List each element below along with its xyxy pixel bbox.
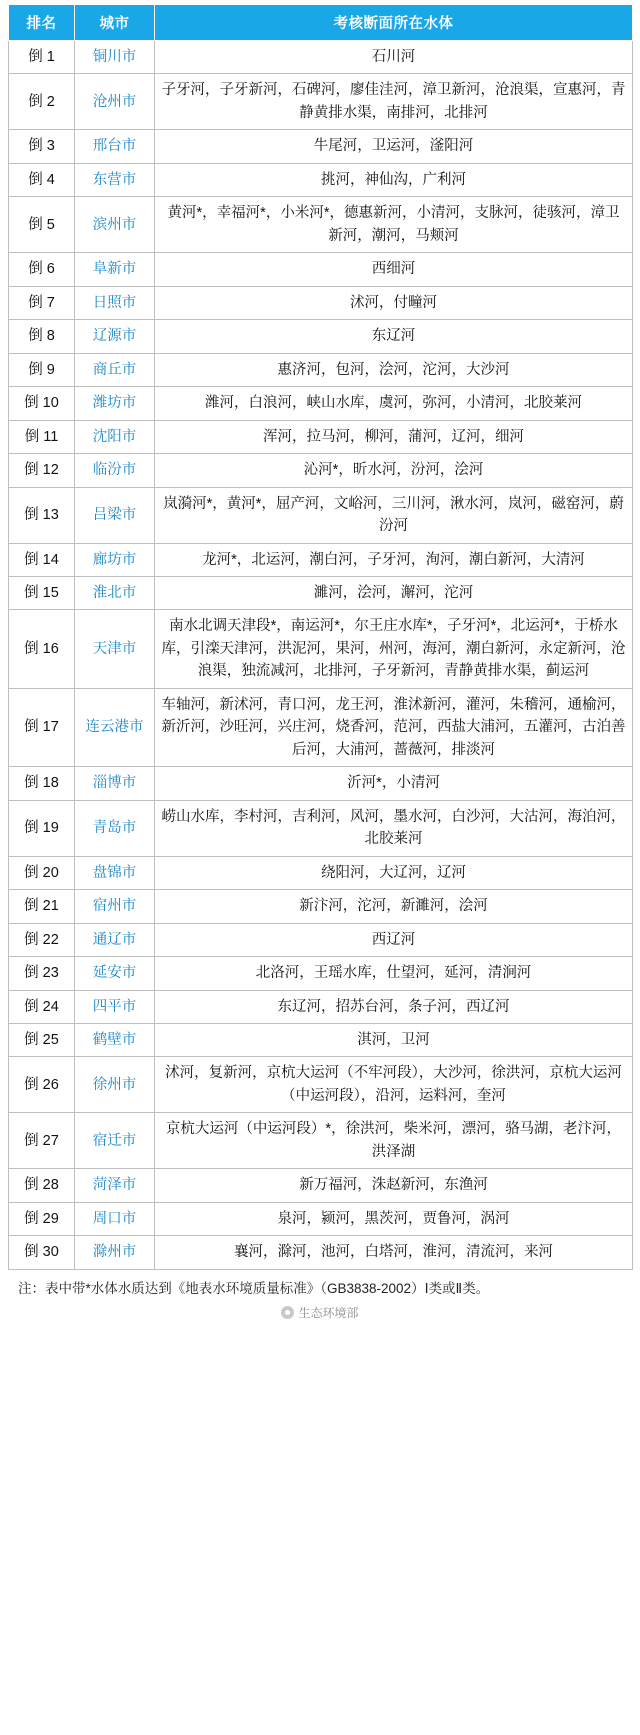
cell-waterbody: 西辽河 bbox=[155, 923, 633, 956]
footer-brand bbox=[8, 1304, 632, 1321]
cell-rank: 倒 18 bbox=[9, 767, 75, 800]
cell-waterbody: 车轴河，新沭河，青口河，龙王河，淮沭新河，灌河，朱稽河，通榆河，新沂河，沙旺河，兴庄河，烧香河，范河，西盐大浦河，五灌河，古泊善后河，大浦河，蔷薇河，排淡河 bbox=[155, 688, 633, 766]
cell-city: 滨州市 bbox=[75, 197, 155, 253]
cell-waterbody: 襄河，滁河，池河，白塔河，淮河，清流河，来河 bbox=[155, 1236, 633, 1269]
cell-rank: 倒 8 bbox=[9, 320, 75, 353]
cell-city: 沈阳市 bbox=[75, 420, 155, 453]
cell-rank: 倒 17 bbox=[9, 688, 75, 766]
cell-waterbody: 惠济河，包河，浍河，沱河，大沙河 bbox=[155, 353, 633, 386]
cell-rank: 倒 25 bbox=[9, 1024, 75, 1057]
table-row bbox=[9, 163, 633, 196]
table-row bbox=[9, 923, 633, 956]
cell-waterbody: 石川河 bbox=[155, 41, 633, 74]
cell-city: 廊坊市 bbox=[75, 543, 155, 576]
cell-waterbody: 龙河*，北运河，潮白河，子牙河，洵河，潮白新河，大清河 bbox=[155, 543, 633, 576]
table-header-row bbox=[9, 5, 633, 41]
table-row bbox=[9, 454, 633, 487]
table-row bbox=[9, 767, 633, 800]
cell-waterbody: 东辽河，招苏台河，条子河，西辽河 bbox=[155, 990, 633, 1023]
table-row bbox=[9, 856, 633, 889]
table-row bbox=[9, 1236, 633, 1269]
table-note: 注：表中带*水体水质达到《地表水环境质量标准》（GB3838-2002）Ⅰ类或Ⅱ类。 bbox=[18, 1280, 490, 1296]
cell-city: 青岛市 bbox=[75, 800, 155, 856]
cell-city: 徐州市 bbox=[75, 1057, 155, 1113]
cell-rank: 倒 10 bbox=[9, 387, 75, 420]
cell-city: 商丘市 bbox=[75, 353, 155, 386]
cell-city: 沧州市 bbox=[75, 74, 155, 130]
cell-city: 通辽市 bbox=[75, 923, 155, 956]
table-row bbox=[9, 387, 633, 420]
table-row bbox=[9, 576, 633, 609]
cell-rank: 倒 5 bbox=[9, 197, 75, 253]
cell-waterbody: 沭河，付疃河 bbox=[155, 286, 633, 319]
cell-waterbody: 西细河 bbox=[155, 253, 633, 286]
table-row bbox=[9, 320, 633, 353]
cell-city: 临汾市 bbox=[75, 454, 155, 487]
cell-rank: 倒 6 bbox=[9, 253, 75, 286]
cell-waterbody: 濉河，浍河，澥河，沱河 bbox=[155, 576, 633, 609]
table-row bbox=[9, 688, 633, 766]
table-row bbox=[9, 610, 633, 688]
cell-waterbody: 崂山水库，李村河，吉利河，风河，墨水河，白沙河，大沽河，海泊河，北胶莱河 bbox=[155, 800, 633, 856]
cell-waterbody: 黄河*，幸福河*，小米河*，德惠新河，小清河，支脉河，徒骇河，漳卫新河，潮河，马颊河 bbox=[155, 197, 633, 253]
table-row bbox=[9, 1057, 633, 1113]
cell-rank: 倒 7 bbox=[9, 286, 75, 319]
cell-rank: 倒 27 bbox=[9, 1113, 75, 1169]
table-row bbox=[9, 197, 633, 253]
cell-city: 周口市 bbox=[75, 1202, 155, 1235]
cell-rank: 倒 23 bbox=[9, 957, 75, 990]
cell-rank: 倒 19 bbox=[9, 800, 75, 856]
cell-waterbody: 牛尾河，卫运河，滏阳河 bbox=[155, 130, 633, 163]
cell-waterbody: 淇河，卫河 bbox=[155, 1024, 633, 1057]
table-row bbox=[9, 74, 633, 130]
cell-city: 潍坊市 bbox=[75, 387, 155, 420]
cell-waterbody: 新汴河，沱河，新濉河，浍河 bbox=[155, 890, 633, 923]
table-row bbox=[9, 543, 633, 576]
cell-waterbody: 东辽河 bbox=[155, 320, 633, 353]
column-header-city: 城市 bbox=[75, 5, 155, 41]
cell-rank: 倒 26 bbox=[9, 1057, 75, 1113]
cell-city: 菏泽市 bbox=[75, 1169, 155, 1202]
cell-waterbody: 北洛河，王瑶水库，仕望河，延河，清涧河 bbox=[155, 957, 633, 990]
cell-rank: 倒 20 bbox=[9, 856, 75, 889]
cell-waterbody: 浑河，拉马河，柳河，蒲河，辽河，细河 bbox=[155, 420, 633, 453]
cell-city: 连云港市 bbox=[75, 688, 155, 766]
table-row bbox=[9, 1024, 633, 1057]
cell-city: 宿迁市 bbox=[75, 1113, 155, 1169]
cell-rank: 倒 21 bbox=[9, 890, 75, 923]
eye-icon bbox=[281, 1306, 294, 1319]
cell-city: 淄博市 bbox=[75, 767, 155, 800]
cell-rank: 倒 11 bbox=[9, 420, 75, 453]
table-body bbox=[9, 41, 633, 1270]
cell-waterbody: 新万福河，洙赵新河，东渔河 bbox=[155, 1169, 633, 1202]
table-row bbox=[9, 890, 633, 923]
cell-city: 吕梁市 bbox=[75, 487, 155, 543]
cell-rank: 倒 22 bbox=[9, 923, 75, 956]
cell-city: 滁州市 bbox=[75, 1236, 155, 1269]
water-body-ranking-table bbox=[8, 4, 633, 1270]
cell-rank: 倒 28 bbox=[9, 1169, 75, 1202]
cell-rank: 倒 9 bbox=[9, 353, 75, 386]
cell-rank: 倒 2 bbox=[9, 74, 75, 130]
cell-city: 铜川市 bbox=[75, 41, 155, 74]
cell-waterbody: 挑河，神仙沟，广利河 bbox=[155, 163, 633, 196]
cell-waterbody: 南水北调天津段*，南运河*，尔王庄水库*，子牙河*，北运河*，于桥水库，引滦天津河，洪泥河，果河，州河，海河，潮白新河，永定新河，沧浪渠，独流减河，北排河，子牙新河，青静黄排水渠，蓟运河 bbox=[155, 610, 633, 688]
table-row bbox=[9, 957, 633, 990]
cell-waterbody: 岚漪河*，黄河*，屈产河，文峪河，三川河，湫水河，岚河，磁窑河，蔚汾河 bbox=[155, 487, 633, 543]
table-row bbox=[9, 990, 633, 1023]
cell-rank: 倒 24 bbox=[9, 990, 75, 1023]
table-row bbox=[9, 130, 633, 163]
table-row bbox=[9, 353, 633, 386]
cell-rank: 倒 12 bbox=[9, 454, 75, 487]
cell-city: 邢台市 bbox=[75, 130, 155, 163]
cell-rank: 倒 4 bbox=[9, 163, 75, 196]
cell-city: 天津市 bbox=[75, 610, 155, 688]
cell-city: 辽源市 bbox=[75, 320, 155, 353]
cell-waterbody: 沂河*，小清河 bbox=[155, 767, 633, 800]
table-row bbox=[9, 420, 633, 453]
cell-city: 盘锦市 bbox=[75, 856, 155, 889]
table-row bbox=[9, 1113, 633, 1169]
cell-city: 淮北市 bbox=[75, 576, 155, 609]
cell-waterbody: 沁河*，昕水河，汾河，浍河 bbox=[155, 454, 633, 487]
cell-city: 阜新市 bbox=[75, 253, 155, 286]
table-row bbox=[9, 487, 633, 543]
cell-city: 日照市 bbox=[75, 286, 155, 319]
cell-rank: 倒 14 bbox=[9, 543, 75, 576]
cell-city: 东营市 bbox=[75, 163, 155, 196]
table-row bbox=[9, 1202, 633, 1235]
cell-rank: 倒 29 bbox=[9, 1202, 75, 1235]
table-row bbox=[9, 253, 633, 286]
cell-waterbody: 京杭大运河（中运河段）*，徐洪河，柴米河，漂河，骆马湖，老汴河，洪泽湖 bbox=[155, 1113, 633, 1169]
cell-waterbody: 沭河，复新河，京杭大运河（不牢河段），大沙河，徐洪河，京杭大运河（中运河段），沿河，运料河，奎河 bbox=[155, 1057, 633, 1113]
table-header bbox=[9, 5, 633, 41]
cell-rank: 倒 13 bbox=[9, 487, 75, 543]
cell-rank: 倒 3 bbox=[9, 130, 75, 163]
cell-city: 延安市 bbox=[75, 957, 155, 990]
cell-rank: 倒 16 bbox=[9, 610, 75, 688]
cell-city: 鹤壁市 bbox=[75, 1024, 155, 1057]
cell-rank: 倒 1 bbox=[9, 41, 75, 74]
cell-waterbody: 潍河，白浪河，峡山水库，虞河，弥河，小清河，北胶莱河 bbox=[155, 387, 633, 420]
cell-rank: 倒 15 bbox=[9, 576, 75, 609]
cell-rank: 倒 30 bbox=[9, 1236, 75, 1269]
table-row bbox=[9, 800, 633, 856]
table-row bbox=[9, 286, 633, 319]
table-row bbox=[9, 41, 633, 74]
cell-city: 宿州市 bbox=[75, 890, 155, 923]
column-header-rank: 排名 bbox=[9, 5, 75, 41]
table-row bbox=[9, 1169, 633, 1202]
cell-city: 四平市 bbox=[75, 990, 155, 1023]
cell-waterbody: 绕阳河，大辽河，辽河 bbox=[155, 856, 633, 889]
cell-waterbody: 子牙河，子牙新河，石碑河，廖佳洼河，漳卫新河，沧浪渠，宣惠河，青静黄排水渠，南排河，北排河 bbox=[155, 74, 633, 130]
footer-brand-label: 生态环境部 bbox=[298, 1306, 359, 1321]
column-header-waterbody: 考核断面所在水体 bbox=[155, 5, 633, 41]
cell-waterbody: 泉河，颍河，黑茨河，贾鲁河，涡河 bbox=[155, 1202, 633, 1235]
